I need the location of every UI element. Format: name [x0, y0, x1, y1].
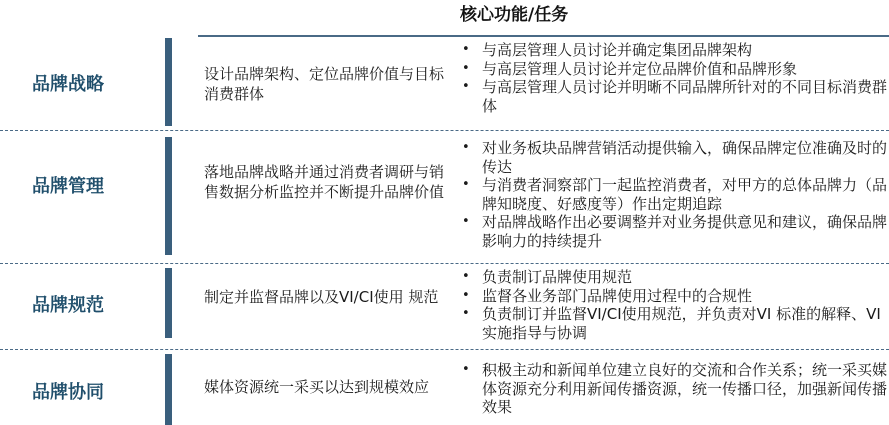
task-item: • 积极主动和新闻单位建立良好的交流和合作关系；统一采买媒体资源充分利用新闻传播资源，统一传播口径，加强新闻传播效果	[462, 361, 888, 417]
bullet-icon: •	[462, 306, 470, 322]
bullet-icon: •	[462, 140, 470, 155]
category-label: 品牌规范	[32, 295, 104, 316]
category-bar	[165, 38, 172, 126]
bullet-icon: •	[462, 42, 470, 57]
category-description: 制定并监督品牌以及VI/CI使用 规范	[204, 288, 439, 306]
category-label: 品牌协同	[32, 382, 104, 403]
bullet-icon: •	[462, 79, 470, 95]
category-bar	[165, 137, 172, 255]
bullet-icon: •	[462, 269, 470, 284]
bullet-icon: •	[462, 60, 470, 76]
task-item: • 负责制订品牌使用规范	[462, 268, 633, 286]
column-header-core-functions: 核心功能/任务	[460, 5, 569, 25]
bullet-icon: •	[462, 362, 470, 377]
header-divider	[198, 35, 889, 37]
category-description: 设计品牌架构、定位品牌价值与目标消费群体	[204, 65, 445, 103]
category-description: 媒体资源统一采买以达到规模效应	[204, 378, 430, 396]
task-list	[460, 268, 889, 342]
category-label: 品牌管理	[32, 176, 104, 197]
bullet-icon: •	[462, 214, 470, 230]
row-separator	[0, 349, 889, 350]
task-item: • 与高层管理人员讨论并定位品牌价值和品牌形象	[462, 59, 798, 78]
category-description: 落地品牌战略并通过消费者调研与销售数据分析监控并不断提升品牌价值	[204, 163, 445, 201]
task-list	[460, 41, 889, 115]
task-item: • 对品牌战略作出必要调整并对业务提供意见和建议，确保品牌影响力的持续提升	[462, 213, 888, 250]
category-bar	[165, 268, 172, 338]
row-separator	[0, 130, 889, 131]
category-label: 品牌战略	[32, 74, 104, 95]
task-item: • 监督各业务部门品牌使用过程中的合规性	[462, 286, 753, 305]
row-separator	[0, 263, 889, 264]
bullet-icon: •	[462, 287, 470, 303]
task-item: • 与消费者洞察部门一起监控消费者，对甲方的总体品牌力（品牌知晓度、好感度等）作出定期追踪	[462, 176, 888, 213]
category-bar	[165, 354, 172, 425]
task-item: • 负责制订并监督VI/CI使用规范，并负责对VI 标准的解释、VI 实施指导与协调	[462, 305, 881, 342]
task-list	[460, 139, 889, 251]
task-item: • 对业务板块品牌营销活动提供输入，确保品牌定位准确及时的传达	[462, 139, 888, 176]
bullet-icon: •	[462, 177, 470, 193]
task-item: • 与高层管理人员讨论并明晰不同品牌所针对的不同目标消费群体	[462, 78, 888, 115]
task-item: • 与高层管理人员讨论并确定集团品牌架构	[462, 41, 753, 59]
task-list	[460, 361, 889, 417]
